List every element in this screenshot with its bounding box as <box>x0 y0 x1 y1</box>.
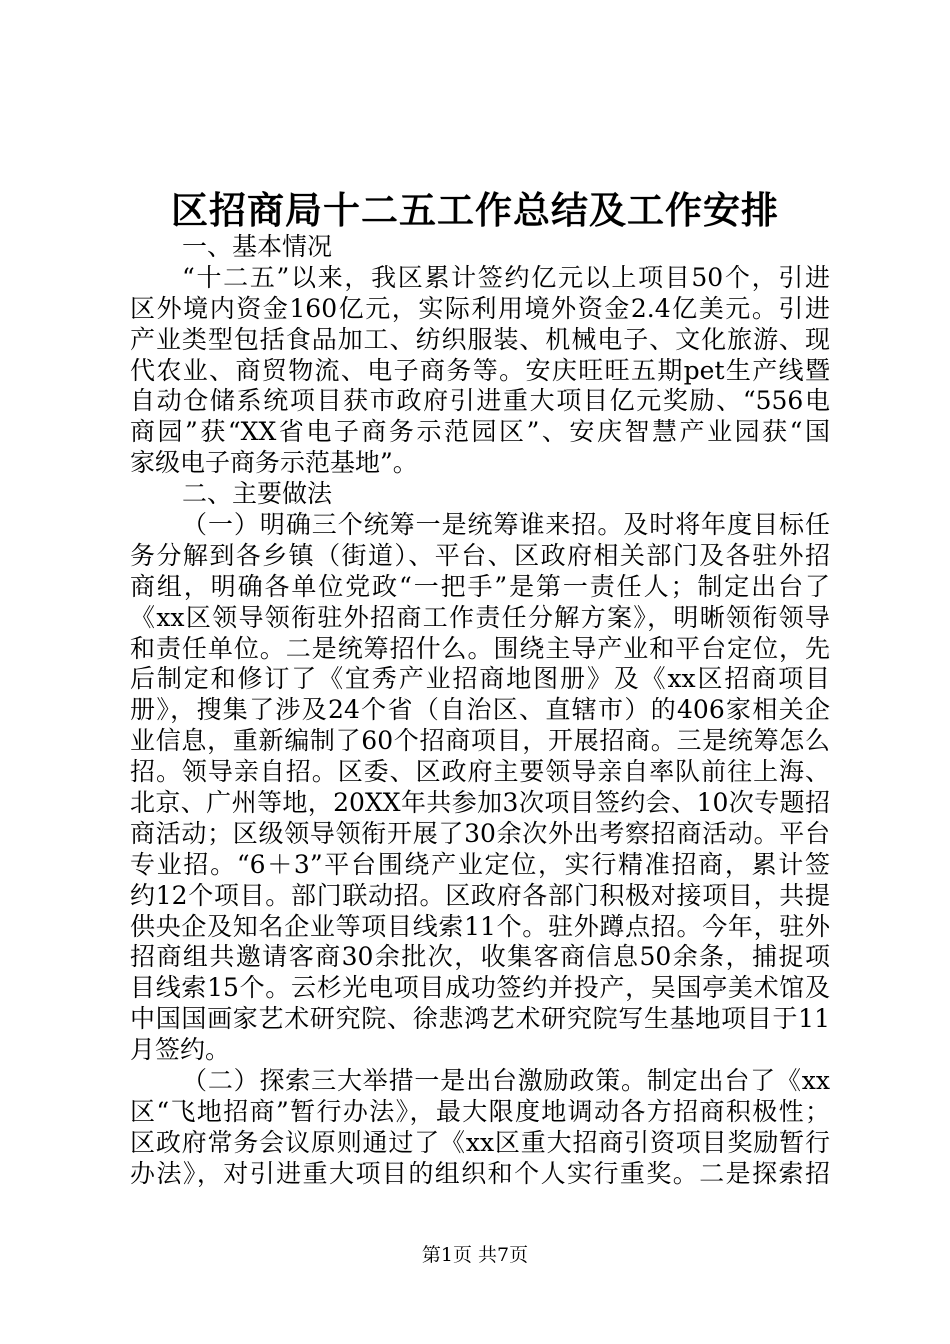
body-line: 北京、广州等地，20XX年共参加3次项目签约会、10次专题招 <box>130 788 830 818</box>
document-title: 区招商局十二五工作总结及工作安排 <box>171 188 779 232</box>
body-line: 目线索15个。云杉光电项目成功签约并投产，吴国亭美术馆及 <box>130 973 830 1003</box>
body-line: 商园”获“XX省电子商务示范园区”、安庆智慧产业园获“国 <box>130 417 830 447</box>
paragraph-first-line: “十二五”以来，我区累计签约亿元以上项目50个，引进 <box>182 262 830 292</box>
body-line: 商组，明确各单位党政“一把手”是第一责任人；制定出台了 <box>130 571 830 601</box>
body-line: 约12个项目。部门联动招。区政府各部门积极对接项目，共提 <box>130 880 830 910</box>
section-heading: 二、主要做法 <box>182 479 333 509</box>
page-footer: 第1页 共7页 <box>421 1244 529 1266</box>
body-line: 商活动；区级领导领衔开展了30余次外出考察招商活动。平台 <box>130 818 830 848</box>
body-line: 后制定和修订了《宜秀产业招商地图册》及《xx区招商项目 <box>130 664 830 694</box>
body-line: 供央企及知名企业等项目线索11个。驻外蹲点招。今年，驻外 <box>130 911 830 941</box>
body-line: 招商组共邀请客商30余批次，收集客商信息50余条，捕捉项 <box>130 942 830 972</box>
body-line: 《xx区领导领衔驻外招商工作责任分解方案》，明晰领衔领导 <box>130 602 830 632</box>
paragraph-first-line: （二）探索三大举措一是出台激励政策。制定出台了《xx <box>182 1066 830 1096</box>
body-line: 务分解到各乡镇（街道）、平台、区政府相关部门及各驻外招 <box>130 540 830 570</box>
document-body <box>130 232 830 1190</box>
section-heading: 一、基本情况 <box>182 232 333 261</box>
body-line: 和责任单位。二是统筹招什么。围绕主导产业和平台定位，先 <box>130 633 830 663</box>
body-line: 办法》，对引进重大项目的组织和个人实行重奖。二是探索招 <box>130 1158 830 1188</box>
body-line: 专业招。“6＋3”平台围绕产业定位，实行精准招商，累计签 <box>130 849 830 879</box>
body-line: 中国国画家艺术研究院、徐悲鸿艺术研究院写生基地项目于11 <box>130 1004 830 1034</box>
body-line: 区外境内资金160亿元，实际利用境外资金2.4亿美元。引进 <box>130 293 830 323</box>
paragraph-last-line: 家级电子商务示范基地”。 <box>130 448 418 478</box>
body-line: 招。领导亲自招。区委、区政府主要领导亲自率队前往上海、 <box>130 757 830 787</box>
body-line: 区“飞地招商”暂行办法》，最大限度地调动各方招商积极性； <box>130 1096 830 1126</box>
paragraph-first-line: （一）明确三个统筹一是统筹谁来招。及时将年度目标任 <box>182 510 830 540</box>
body-line: 自动仓储系统项目获市政府引进重大项目亿元奖励、“556电 <box>130 386 830 416</box>
body-line: 册》，搜集了涉及24个省（自治区、直辖市）的406家相关企 <box>130 695 830 725</box>
paragraph-last-line: 月签约。 <box>130 1035 231 1065</box>
body-line: 代农业、商贸物流、电子商务等。安庆旺旺五期pet生产线暨 <box>130 355 830 385</box>
body-line: 产业类型包括食品加工、纺织服装、机械电子、文化旅游、现 <box>130 324 830 354</box>
body-line: 业信息，重新编制了60个招商项目，开展招商。三是统筹怎么 <box>130 726 830 756</box>
body-line: 区政府常务会议原则通过了《xx区重大招商引资项目奖励暂行 <box>130 1127 830 1157</box>
